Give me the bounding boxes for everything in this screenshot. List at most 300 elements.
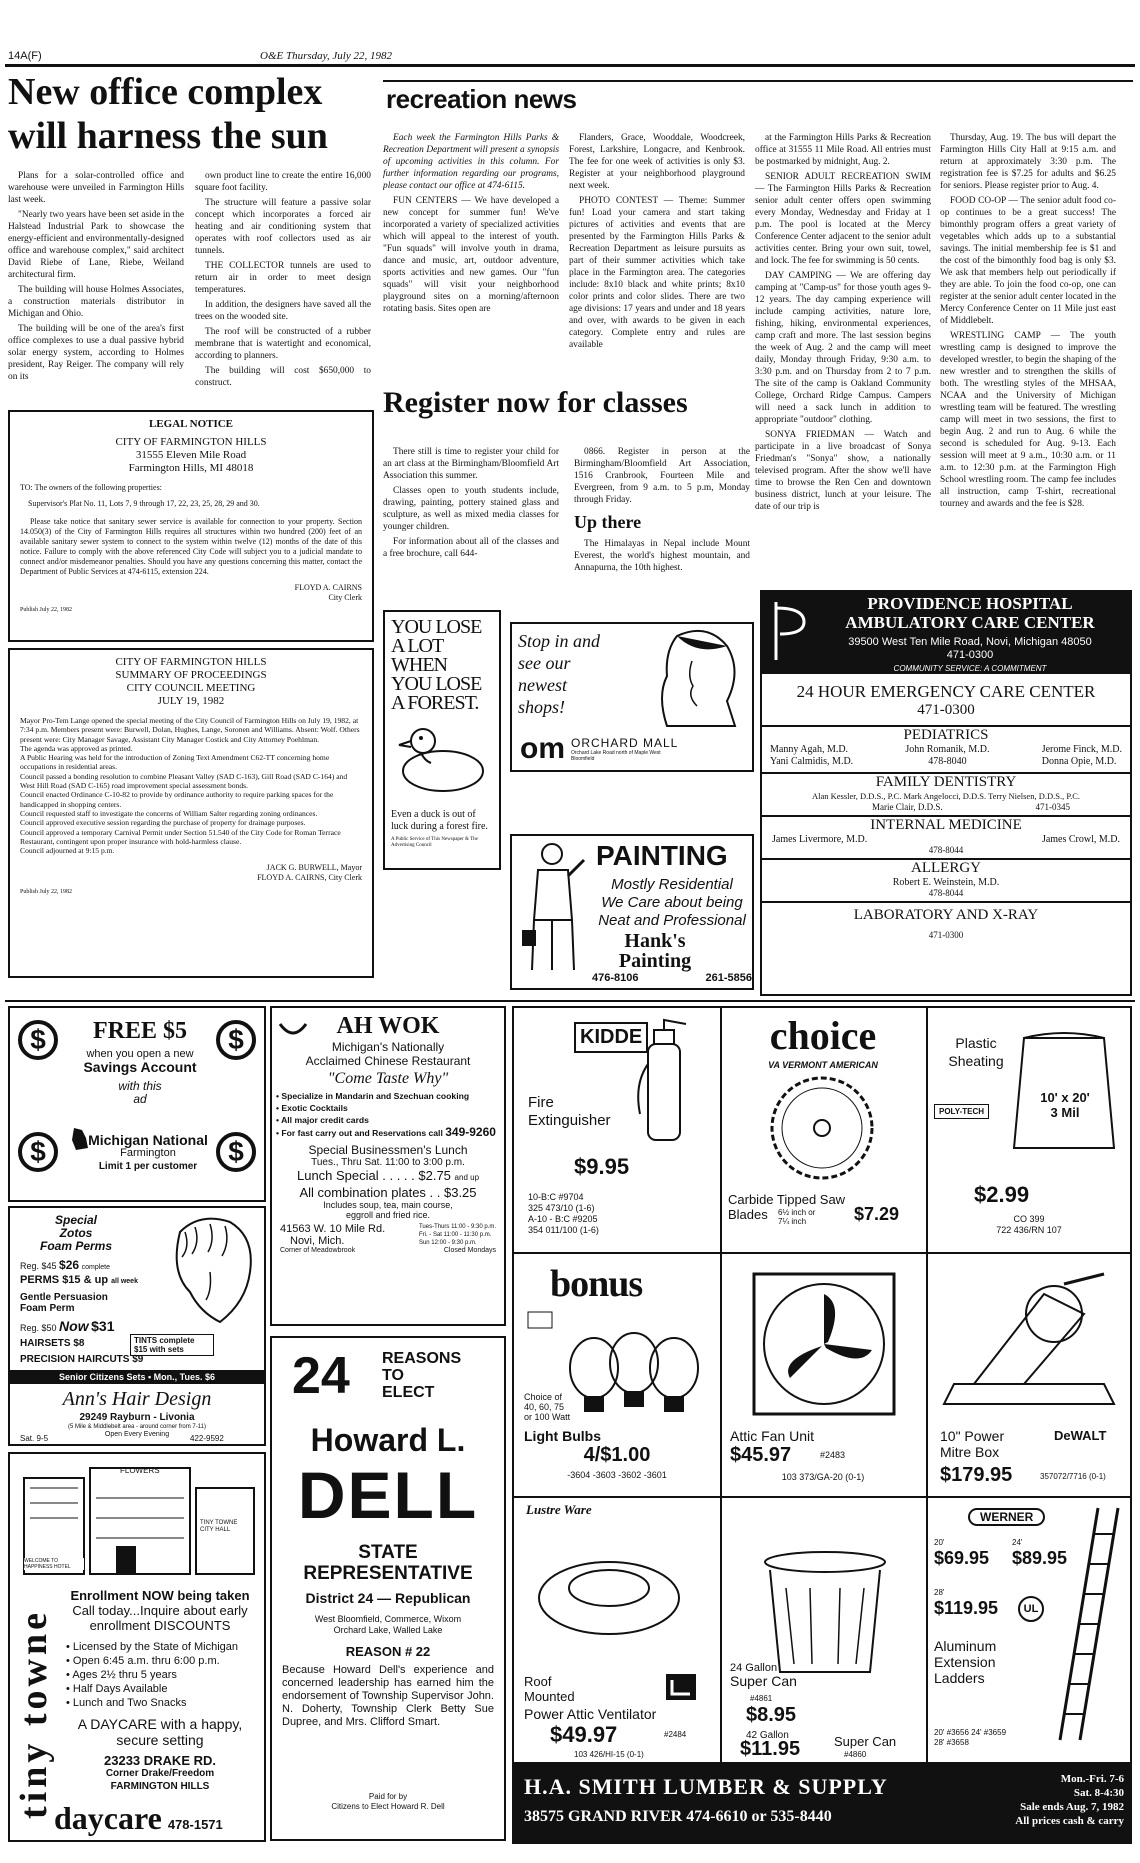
daycare-ad: tiny towne FLOWERS WELCOME TO HAPPINESS HOTEL TINY TOWNE CITY HALL Enrollment NOW being taken Call today...Inquire about early enrollment DISCOUNTS • Licensed by the State of Michigan • Open 6:45 a.m. thru 6:00 p.m. • Ages 2½ thru 5 years • Half Days Available • Lunch and Two Snacks A DAYCARE with a happy, secure setting 23233 DRAKE RD. Corner Drake/Freedom FARMINGTON HILLS daycare 478-1571 xyxy=(8,1452,266,1842)
bonus-logo: bonus xyxy=(550,1263,643,1305)
daycare-bullet: Half Days Available xyxy=(72,1683,168,1695)
daycare-happy: secure setting xyxy=(116,1732,204,1748)
dell-first-name: Howard L. xyxy=(310,1422,466,1458)
hair-sat: Sat. 9-5 xyxy=(20,1434,49,1443)
bank-sub: when you open a new xyxy=(86,1048,194,1060)
mall-tag: see our xyxy=(518,653,571,673)
wok-hours: Tues-Thurs 11:00 - 9:30 p.m. xyxy=(418,1224,496,1230)
daycare-enroll: Enrollment NOW being taken xyxy=(70,1588,250,1603)
ladder-price: $89.95 xyxy=(1012,1548,1068,1568)
extinguisher-label: Extinguisher xyxy=(528,1112,611,1129)
wok-combination: All combination plates . . $3.25 xyxy=(299,1185,477,1200)
paragraph: The Himalayas in Nepal include Mount Everest, the world's highest mountain, and Annapurna, the 10th highest. xyxy=(574,539,750,573)
hair-note: all week xyxy=(111,1278,138,1285)
daycare-addr: 23233 DRAKE RD. xyxy=(104,1753,216,1768)
wok-hours: Fri. - Sat 11:00 - 11:30 p.m. xyxy=(418,1232,492,1238)
roof-price: $49.97 xyxy=(550,1722,618,1747)
hair-price: $15 & up xyxy=(62,1274,109,1286)
mall-logo: om xyxy=(520,732,565,765)
ladder-price: $119.95 xyxy=(934,1598,999,1618)
grid-line xyxy=(720,1008,722,1762)
paragraph: Flanders, Grace, Wooddale, Woodcreek, Forest, Larkshire, Longacre, and Kenbrook. The fee for one week of activities is only $3. Register at your neighborhood playground next week. xyxy=(569,133,745,191)
plastic-label: Sheating xyxy=(948,1053,1004,1069)
roof-ventilator-icon xyxy=(534,1548,684,1648)
rec-column-1 xyxy=(383,132,559,397)
kidde-logo: KIDDE xyxy=(574,1022,648,1053)
office-column-2 xyxy=(195,170,371,405)
daycare-bullet: Open 6:45 a.m. thru 6:00 p.m. xyxy=(72,1655,220,1667)
paragraph: Plans for a solar-controlled office and warehouse were unveiled in Farmington Hills last week. xyxy=(8,171,184,205)
wok-bullet: For fast carry out and Reservations call xyxy=(281,1128,443,1138)
bulbs-label: Light Bulbs xyxy=(524,1428,601,1444)
paragraph: 0866. Register in person at the Birmingham/Bloomfield Art Association, 1516 Cranbrook, Fourteen Mile and Evergreen, from 9 a.m. to 5 p.m, Monday through Friday. xyxy=(574,447,750,505)
fan-label: Attic Fan Unit xyxy=(730,1428,815,1444)
product-code: CO 399 xyxy=(1013,1214,1045,1224)
council-line: Council approved executive session regarding the purchase of property for drainage purposes. xyxy=(20,818,306,828)
paragraph: The building will be one of the area's first office complexes to use a dual passive hybrid solar energy system, according to Holmes president, Ray Reiger. The company will rely on its xyxy=(8,324,184,382)
forest-credit: A Public Service of This Newspaper & The Advertising Council xyxy=(391,837,478,848)
forest-ad xyxy=(383,610,501,870)
legal-notice xyxy=(8,410,374,642)
legal-to: TO: The owners of the following properties: xyxy=(20,483,162,492)
daycare-bullet: Lunch and Two Snacks xyxy=(72,1697,187,1709)
painter-icon xyxy=(518,840,588,980)
legal-title: LEGAL NOTICE xyxy=(148,418,234,430)
hair-haircuts: PRECISION HAIRCUTS $9 xyxy=(20,1354,144,1365)
plastic-price: $2.99 xyxy=(974,1182,1030,1207)
headline-line-1: New office complex xyxy=(8,71,323,113)
forest-line: A FOREST. xyxy=(391,692,479,714)
bank-name: Michigan National xyxy=(88,1132,208,1148)
council-line: A Public Hearing was held for the introduction of Zoning Text Amendment C62-TT concerning home occupations in residential areas. xyxy=(20,753,330,772)
hair-addr: 29249 Rayburn - Livonia xyxy=(79,1412,195,1423)
hair-line: Foam Perms xyxy=(39,1239,113,1253)
dewalt-logo: DeWALT xyxy=(1054,1428,1107,1443)
mitre-saw-icon xyxy=(934,1264,1124,1424)
daycare-name: daycare xyxy=(54,1800,162,1836)
saw-label: Blades xyxy=(728,1207,768,1222)
paragraph: FOOD CO-OP — The senior adult food co-op continues to be a great success! The bimonthly program offers a great variety of vegetables which adds up to a substantial savings. The initial membership fee is $1 and the cost of the bimonthly food bag is only $3. We ask that members help out periodically if they are able. To join the food co-op, one can register at the senior adult center located in the Mercy Conference Center on 11 Mile just east of Middlebelt. xyxy=(940,196,1116,326)
bank-sub: ad xyxy=(133,1092,147,1106)
hair-gentle: Gentle Persuasion xyxy=(20,1292,108,1303)
extinguisher-label: Fire xyxy=(528,1094,554,1111)
wok-lunch: Tues., Thru Sat. 11:00 to 3:00 p.m. xyxy=(311,1157,465,1168)
product-code: 357072/7716 (0-1) xyxy=(1040,1472,1106,1481)
bulbs-choice: or 100 Watt xyxy=(524,1412,571,1422)
hair-name: Ann's Hair Design xyxy=(62,1388,212,1410)
hair-reg: Reg. $45 xyxy=(20,1261,57,1271)
wok-corner: Corner of Meadowbrook xyxy=(280,1247,356,1254)
classes-headline: Register now for classes xyxy=(383,386,688,419)
dollar-icon: $ xyxy=(216,1132,256,1172)
store-hours: All prices cash & carry xyxy=(1015,1815,1124,1827)
hair-price: $31 xyxy=(91,1318,115,1334)
paragraph: PHOTO CONTEST — Theme: Summer fun! Load your camera and start taking pictures of activities and events that are presented by the Farmington Hills Parks & Recreation Department as leisure pursuits as part of their summer activities which take place in the Farmington area. The categories include: 8x10 black and white prints; 8x10 color prints and color slides. There are two age divisions: 17 years and under and 18 years and over, with awards to be given in each category. Complete entry and rules are available xyxy=(569,196,745,350)
dell-paid: Citizens to Elect Howard R. Dell xyxy=(331,1802,445,1811)
dentistry-title: FAMILY DENTISTRY xyxy=(875,774,1017,790)
daycare-bullet: Ages 2½ thru 5 years xyxy=(72,1669,177,1681)
saw-size: 6½ inch or xyxy=(778,1208,816,1217)
council-line: The agenda was approved as printed. xyxy=(20,743,133,753)
er-phone: 471-0300 xyxy=(917,702,975,718)
grid-line xyxy=(514,1252,1130,1254)
doctor: John Romanik, M.D. xyxy=(905,744,990,755)
up-there-headline: Up there xyxy=(574,512,642,532)
council-sign: FLOYD A. CAIRNS, City Clerk xyxy=(257,873,362,883)
bulbs-price: 4/$1.00 xyxy=(583,1444,651,1466)
daycare-vertical-name: tiny towne xyxy=(13,1609,55,1819)
painting-name: Hank's Painting xyxy=(618,930,692,972)
lab-title: LABORATORY AND X-RAY xyxy=(853,907,1039,923)
hair-sets: HAIRSETS $8 xyxy=(20,1338,85,1349)
wok-bullet: Exotic Cocktails xyxy=(281,1103,348,1113)
dentist: Marie Clair, D.D.S. xyxy=(872,802,943,812)
vermont-american-logo: VA VERMONT AMERICAN xyxy=(768,1060,878,1070)
wok-includes: Includes soup, tea, main course, xyxy=(323,1200,453,1210)
hospital-name: AMBULATORY CARE CENTER xyxy=(845,613,1095,632)
hair-tints: TINTS complete $15 with sets xyxy=(130,1334,214,1356)
bulbs-choice: 40, 60, 75 xyxy=(524,1402,565,1412)
dell-area: Orchard Lake, Walled Lake xyxy=(333,1625,443,1635)
hair-open: Open Every Evening xyxy=(104,1431,170,1438)
mall-addr: Orchard Lake Road north of Maple West Bloomfield xyxy=(571,750,661,762)
fan-number: #2483 xyxy=(820,1450,846,1460)
can-label: 42 Gallon xyxy=(746,1730,789,1741)
phone: 471-0300 xyxy=(928,930,964,940)
dell-reasons: REASONS xyxy=(382,1350,462,1367)
legal-addr: Farmington Hills, MI 48018 xyxy=(128,462,254,474)
forest-line: A LOT xyxy=(391,635,444,657)
paragraph: WRESTLING CAMP — The youth wrestling camp is designed to improve the developed wrestler, to begin the shaping of the new wrestler and to strengthen the skills of both. The wrestling styles of the MHSAA, NCAA and the University of Michigan wrestling team will be featured. The wrestling camp will meet in two sessions, the first to begin Aug. 2 and run to Aug. 6 while the second is scheduled for Aug. 9-13. Each session will meet at 9 a.m., 10:30 a.m. or 11 a.m. to 12:30 p.m. at the Farmington High School wrestling room. The camp fee includes all instruction, camp T-shirt, recreational tourney and awards and the fee is $28. xyxy=(940,331,1116,509)
daycare-flowers: FLOWERS xyxy=(120,1466,160,1475)
dollar-icon: $ xyxy=(18,1132,58,1172)
ladder-label: Ladders xyxy=(934,1670,985,1686)
rec-column-3 xyxy=(755,132,931,562)
council-line: Council approved a temporary Carnival Permit under Section 51.540 of the City Code for Roman Terrace Restaurant, contingent upon proper insurance with hold-harmless clause. xyxy=(20,827,341,846)
phone: 478-8044 xyxy=(928,845,964,855)
classes-column-2 xyxy=(574,446,750,594)
hair-price: $26 xyxy=(59,1258,80,1272)
paragraph: FUN CENTERS — We have developed a new concept for summer fun! We've incorporated a variety of specialized activities which will appeal to the interest of youth. "Fun squads" will involve youth in drama, dance and music, art, outdoor adventure, sports activities and new games. Our "fun squads" will visit your neighborhood playground sites on a morning/afternoon rotating basis. Sites open are xyxy=(383,196,559,314)
legal-addr: 31555 Eleven Mile Road xyxy=(135,449,247,461)
allergy-title: ALLERGY xyxy=(911,860,981,876)
plastic-label: Plastic xyxy=(955,1035,997,1051)
doctor: Robert E. Weinstein, M.D. xyxy=(892,877,1000,888)
store-name: H.A. SMITH LUMBER & SUPPLY xyxy=(524,1774,888,1799)
hospital-logo-icon xyxy=(770,598,810,664)
can-label: Super Can xyxy=(834,1734,897,1749)
ladder-size: 24' xyxy=(1012,1538,1023,1547)
hair-gentle: Foam Perm xyxy=(20,1303,75,1314)
phone: 471-0345 xyxy=(1035,802,1070,812)
internal-title: INTERNAL MEDICINE xyxy=(870,817,1022,833)
rec-intro: Each week the Farmington Hills Parks & Recreation Department will present a synopsis of upcoming activities in this column. For further information regarding our programs, please contact our office at 474-6115. xyxy=(383,133,559,191)
wok-addr: 41563 W. 10 Mile Rd. xyxy=(280,1223,386,1235)
paragraph: Thursday, Aug. 19. The bus will depart the Farmington Hills City Hall at 9:15 a.m. and return at approximately 3:30 p.m. The registration fee is $7.25 for adults and $6.25 for seniors. Please register prior to Aug. 4. xyxy=(940,133,1116,191)
ladder-size: 20' xyxy=(934,1538,945,1547)
store-hours: Sat. 8-4:30 xyxy=(1073,1787,1124,1799)
paragraph: The building will house Holmes Associates, a construction materials distributor in Michigan and Ohio. xyxy=(8,285,184,319)
bank-ad xyxy=(8,1006,266,1202)
saw-size: 7¼ inch xyxy=(778,1217,807,1226)
hair-perms: PERMS xyxy=(20,1274,60,1286)
roof-label: Roof xyxy=(524,1674,552,1689)
painting-ad xyxy=(510,834,754,990)
council-line: Mayor Pro-Tem Lange opened the special meeting of the City Council of Farmington Hills on July 19, 1982, at 7:34 p.m. Members present were: Burwell, Dolan, Hughes, Lange, Soronen and Williams. Absent: Wolf. Others present were: City Manager Savage, Assistant City Manager Costick and City Attorney Poehlman. xyxy=(20,716,360,744)
plastic-size: 3 Mil xyxy=(1050,1105,1080,1120)
painting-phone: 261-5856 xyxy=(705,972,752,984)
mitre-label: 10" Power xyxy=(940,1428,1005,1444)
lumber-ad xyxy=(512,1006,1132,1844)
hospital-phone: 471-0300 xyxy=(946,649,994,661)
saw-label: Carbide Tipped Saw xyxy=(728,1192,846,1207)
legal-sign: FLOYD A. CAIRNS xyxy=(294,583,362,592)
painting-phone: 476-8106 xyxy=(592,972,639,984)
bank-free: FREE $5 xyxy=(92,1018,187,1044)
painting-line: Mostly Residential xyxy=(611,876,733,893)
hair-note: complete xyxy=(81,1264,110,1271)
ladder-size: 28' xyxy=(934,1588,945,1597)
council-summary xyxy=(8,648,374,978)
pediatrics-title: PEDIATRICS xyxy=(903,727,989,743)
bulbs-choice: Choice of xyxy=(524,1392,563,1402)
rec-column-2 xyxy=(569,132,745,397)
trash-can-icon xyxy=(750,1548,900,1678)
ladder-label: Extension xyxy=(934,1654,996,1670)
council-publish: Publish July 22, 1982 xyxy=(20,889,73,896)
poly-tech-label: POLY-TECH xyxy=(934,1104,989,1119)
daycare-enroll: enrollment DISCOUNTS xyxy=(89,1618,231,1633)
dell-reasons: ELECT xyxy=(382,1384,435,1401)
fan-price: $45.97 xyxy=(730,1444,792,1466)
section-divider xyxy=(5,1000,1135,1002)
store-hours: Mon.-Fri. 7-6 xyxy=(1060,1773,1124,1785)
masthead-rule xyxy=(5,64,1135,67)
paragraph: The building will cost $650,000 to construct. xyxy=(195,366,371,388)
wok-bullet: All major credit cards xyxy=(281,1115,369,1125)
can-label: Super Can xyxy=(730,1673,797,1689)
wok-hours: Sun 12:00 - 9:30 p.m. xyxy=(418,1240,477,1246)
office-headline xyxy=(8,70,370,158)
attic-fan-icon xyxy=(744,1264,904,1424)
store-address: 38575 GRAND RIVER 474-6610 or 535-8440 xyxy=(524,1808,832,1825)
dell-number: 24 xyxy=(292,1347,350,1405)
phone: 478-8040 xyxy=(928,756,967,767)
daycare-happy: A DAYCARE with a happy, xyxy=(77,1716,243,1732)
daycare-enroll: Call today...Inquire about early xyxy=(72,1603,248,1618)
wok-includes: eggroll and fried rice. xyxy=(345,1210,431,1220)
dell-ad xyxy=(270,1336,506,1841)
rec-rule xyxy=(383,80,1133,82)
classes-column-1 xyxy=(383,446,559,594)
painting-line: We Care about being xyxy=(601,894,743,911)
daycare-welcome: WELCOME TO HAPPINESS HOTEL xyxy=(24,1558,84,1570)
legal-plat: Supervisor's Plat No. 11, Lots 7, 9 through 17, 22, 23, 25, 28, 29 and 30. xyxy=(28,499,260,508)
dollar-icon: $ xyxy=(216,1020,256,1060)
woman-hair-icon xyxy=(160,1212,260,1332)
dollar-icon: $ xyxy=(18,1020,58,1060)
council-title: CITY COUNCIL MEETING xyxy=(126,682,256,694)
phone: 478-8044 xyxy=(928,888,964,898)
council-title: CITY OF FARMINGTON HILLS xyxy=(115,656,267,668)
saw-blade-icon xyxy=(764,1070,880,1186)
ladder-price: $69.95 xyxy=(934,1548,990,1568)
dell-office: REPRESENTATIVE xyxy=(303,1563,473,1584)
wok-phone: 349-9260 xyxy=(445,1125,496,1139)
paper-dateline: O&E Thursday, July 22, 1982 xyxy=(260,50,392,62)
paragraph: There still is time to register your child for an art class at the Birmingham/Bloomfield Art Association this summer. xyxy=(383,447,559,481)
wok-bullet: Specialize in Mandarin and Szechuan cooking xyxy=(281,1091,470,1101)
paragraph: at the Farmington Hills Parks & Recreation office at 31555 11 Mile Road. All entries must be postmarked by midnight, Aug. 2. xyxy=(755,133,931,167)
paragraph: DAY CAMPING — We are offering day camping at "Camp-us" for those youth ages 9-12 years. The day camping experience will include camping activities, nature lore, fishing, hiking, environmental experiences, camp craft and more. The last session begins the week of Aug. 2 and the camp will meet daily, Monday through Friday, 9:30 a.m. to 3:30 p.m. and on Thursday from 2 to 7 p.m. The site of the camp is Oakland Community College, Orchard Ridge Campus. Campers will need a sack lunch in addition to appropriate "outdoor" clothing. xyxy=(755,271,931,425)
daycare-cityhall: TINY TOWNE CITY HALL xyxy=(200,1520,238,1533)
daycare-corner: Corner Drake/Freedom xyxy=(105,1768,215,1779)
er-title: 24 HOUR EMERGENCY CARE CENTER xyxy=(796,682,1096,701)
roof-label: Mounted xyxy=(524,1689,575,1704)
wok-sub: Acclaimed Chinese Restaurant xyxy=(305,1054,471,1068)
wok-ad: AH WOK Michigan's Nationally Acclaimed Chinese Restaurant "Come Taste Why" • Specialize in Mandarin and Szechuan cooking • Exotic Cocktails • All major credit cards • For fast carry out and Reservations call 349-9260 Special Businessmen's Lunch Tues., Thru Sat. 11:00 to 3:00 p.m. Lunch Special . . . . . $2.75 and up All combination plates . . $3.25 Includes soup, tea, main course, eggroll and fried rice. 41563 W. 10 Mile Rd. Novi, Mich. Tues-Thurs 11:00 - 9:30 p.m. Fri. - Sat 11:00 - 11:30 p.m. Sun 12:00 - 9:30 p.m. Corner of Meadowbrook Closed Mondays xyxy=(270,1006,506,1326)
wok-name: AH WOK xyxy=(336,1013,440,1039)
plastic-size: 10' x 20' xyxy=(1040,1090,1090,1105)
lustreware-logo: Lustre Ware xyxy=(526,1502,592,1517)
dell-area: West Bloomfield, Commerce, Wixom xyxy=(314,1614,462,1624)
dell-last-name: DELL xyxy=(297,1458,479,1532)
can-number: #4860 xyxy=(844,1750,867,1759)
headline-line-2: will harness the sun xyxy=(8,115,328,157)
council-line: Council enacted Ordinance C-10-82 to provide by ordinance authority to require parking spaces for the handicapped in shopping centers. xyxy=(20,790,334,809)
legal-addr: CITY OF FARMINGTON HILLS xyxy=(115,436,267,448)
doctor: Yani Calmidis, M.D. xyxy=(770,756,854,767)
hair-line: Special xyxy=(54,1213,98,1227)
council-line: Council requested staff to investigate the concerns of William Salter regarding zoning ordinances. xyxy=(20,808,318,818)
paragraph: In addition, the designers have saved all the trees on the wooded site. xyxy=(195,300,371,322)
wok-lunch: Lunch Special . . . . . $2.75 xyxy=(296,1168,451,1183)
ladder-icon xyxy=(1054,1504,1124,1744)
dell-district: District 24 — Republican xyxy=(305,1590,471,1606)
rec-header: recreation news xyxy=(386,84,577,114)
fire-extinguisher-icon xyxy=(634,1014,694,1144)
store-hours: Sale ends Aug. 7, 1982 xyxy=(1020,1801,1124,1813)
hair-reg: Reg. $50 xyxy=(20,1323,57,1333)
hospital-address: 39500 West Ten Mile Road, Novi, Michigan 48050 xyxy=(848,636,1092,648)
paragraph: SENIOR ADULT RECREATION SWIM — The Farmington Hills Parks & Recreation senior adult center offers open swimming every Monday, Wednesday and Friday at 1 p.m. The pool is located at the Mercy Conference Center adjacent to the senior adult activities center. Bring your own suit, towel, and lock. The fee for swimming is 50 cents. xyxy=(755,172,931,266)
mall-tag: newest xyxy=(518,675,567,695)
roof-label: Power Attic Ventilator xyxy=(524,1706,657,1722)
product-code: 103 373/GA-20 (0-1) xyxy=(781,1472,865,1482)
ul-logo: UL xyxy=(1018,1596,1044,1622)
bank-city: Farmington xyxy=(120,1147,176,1159)
paragraph: "Nearly two years have been set aside in the Halstead Industrial Park to showcase the energy-efficient and environmentally-designed office and warehouse complex," said architect David Riebe of Lane, Riebe, Weiland architectural firm. xyxy=(8,210,184,280)
paragraph: The roof will be constructed of a rubber membrane that is watertight and economical, according to planners. xyxy=(195,327,371,361)
hair-line: Zotos xyxy=(59,1226,93,1240)
providence-directory xyxy=(760,674,1132,996)
hospital-name: PROVIDENCE HOSPITAL xyxy=(867,594,1073,613)
product-code: 325 473/10 (1-6) xyxy=(528,1203,595,1213)
bank-sub: Account xyxy=(140,1059,197,1075)
product-code: 20' #3656 24' #3659 xyxy=(934,1728,1007,1737)
product-code: 722 436/RN 107 xyxy=(996,1225,1062,1235)
daycare-phone: 478-1571 xyxy=(167,1817,223,1832)
doctor: Donna Opie, M.D. xyxy=(1041,756,1117,767)
extinguisher-price: $9.95 xyxy=(574,1154,630,1179)
daycare-bullet: Licensed by the State of Michigan xyxy=(72,1641,239,1653)
wok-closed: Closed Mondays xyxy=(443,1247,496,1254)
painting-line: Neat and Professional xyxy=(598,912,746,929)
paragraph: SONYA FRIEDMAN — Watch and participate in a live broadcast of Sonya Friedman's "Sonya" show, a nationally televised program. After the show we'll have time to browse the Ren Cen and downtown business district, lunch at your leisure. The date of our trip is xyxy=(755,430,931,512)
grid-line xyxy=(514,1496,1130,1498)
wok-lunch: Special Businessmen's Lunch xyxy=(308,1143,468,1157)
brand-logo-icon xyxy=(664,1672,698,1702)
bank-sub: with this xyxy=(118,1079,162,1093)
forest-small: Even a duck is out of luck during a forest fire. xyxy=(391,809,488,832)
dell-reason: REASON # 22 xyxy=(345,1644,431,1659)
mall-name: ORCHARD MALL xyxy=(571,736,679,750)
wok-addr: Novi, Mich. xyxy=(290,1235,345,1247)
product-code: -3604 -3603 -3602 -3601 xyxy=(567,1470,667,1480)
painting-title: PAINTING xyxy=(596,840,728,871)
office-column-1 xyxy=(8,170,184,405)
legal-body: Please take notice that sanitary sewer service is available for connection to your property. Section 14.050(3) of the City of Farmington Hills requires all structures within two hundred (200) feet of an available sanitary sewer system to connect to the system within twelve (12) months of the date of this notice. Failure to comply with the above referenced City Code will subject you to a judicial mandate to connect and/or misdemeanor penalties. Should you have any questions concerning this matter, contact the Department of Public Services at 474-6115, extension 224. xyxy=(20,517,362,576)
hair-ad xyxy=(8,1206,266,1446)
forest-line: YOU LOSE xyxy=(391,673,482,695)
council-line: Council adjourned at 9:15 p.m. xyxy=(20,846,115,856)
werner-logo: WERNER xyxy=(968,1508,1045,1526)
ladder-label: Aluminum xyxy=(934,1638,997,1654)
can-price: $11.95 xyxy=(740,1738,801,1760)
choice-logo: choice xyxy=(769,1013,877,1058)
product-code: 103 426/HI-15 (0-1) xyxy=(574,1750,644,1759)
wok-sub: Michigan's Nationally xyxy=(331,1040,445,1054)
product-code: 10-B:C #9704 xyxy=(528,1192,584,1202)
forest-line: WHEN xyxy=(391,654,447,676)
doctor: Manny Agah, M.D. xyxy=(770,744,849,755)
hair-senior: Senior Citizens Sets • Mon., Tues. $6 xyxy=(10,1370,264,1384)
mall-tag: shops! xyxy=(518,697,566,717)
hair-addr2: (5 Mile & Middlebelt area - around corner from 7-11) xyxy=(68,1424,206,1430)
council-sign: JACK G. BURWELL, Mayor xyxy=(266,863,362,873)
orchard-mall-ad xyxy=(510,622,754,772)
duck-icon xyxy=(391,719,491,799)
page-number: 14A(F) xyxy=(8,50,42,62)
providence-header xyxy=(760,590,1132,674)
grid-line xyxy=(926,1008,928,1762)
product-code: A-10 - B:C #9205 xyxy=(528,1214,598,1224)
paragraph: Classes open to youth students include, drawing, painting, pottery stained glass and sculpture, as well as mixed media classes for younger children. xyxy=(383,486,559,532)
mitre-price: $179.95 xyxy=(940,1464,1013,1486)
product-code: 28' #3658 xyxy=(934,1738,969,1747)
dell-office: STATE xyxy=(358,1542,418,1563)
council-line: Council passed a bonding resolution to combine Pleasant Valley (SAD C-163), Gill Road (SAD C-164) and West Hill Road (SAD C-165) road improvement special assessment bonds. xyxy=(20,771,348,791)
hospital-motto: COMMUNITY SERVICE: A COMMITMENT xyxy=(893,664,1047,673)
hair-now: Now xyxy=(59,1318,89,1334)
paragraph: THE COLLECTOR tunnels are used to return air in order to meet design temperatures. xyxy=(195,261,371,295)
product-code: 354 011/100 (1-6) xyxy=(528,1225,599,1235)
forest-line: YOU LOSE xyxy=(391,616,482,638)
paragraph: own product line to create the entire 16,000 square foot facility. xyxy=(195,171,371,193)
doctor: James Crowl, M.D. xyxy=(1041,834,1120,845)
paragraph: For information about all of the classes and a free brochure, call 644- xyxy=(383,537,559,559)
wok-up: and up xyxy=(454,1173,480,1182)
hair-phone: 422-9592 xyxy=(190,1434,224,1443)
legal-sign: City Clerk xyxy=(328,593,362,602)
council-title: JULY 19, 1982 xyxy=(157,695,225,707)
can-number: #4861 xyxy=(750,1694,773,1703)
can-label: 24 Gallon xyxy=(730,1662,778,1674)
can-price: $8.95 xyxy=(746,1704,797,1726)
dell-text: Because Howard Dell's experience and concerned leadership has earned him the endorsement of Township Supervisor John. N. Doherty, Township Clerk Betty Sue Dupree, and Mrs. Clifford Smart. xyxy=(282,1664,494,1728)
dell-reasons: TO xyxy=(382,1367,404,1384)
mitre-label: Mitre Box xyxy=(940,1444,1000,1460)
